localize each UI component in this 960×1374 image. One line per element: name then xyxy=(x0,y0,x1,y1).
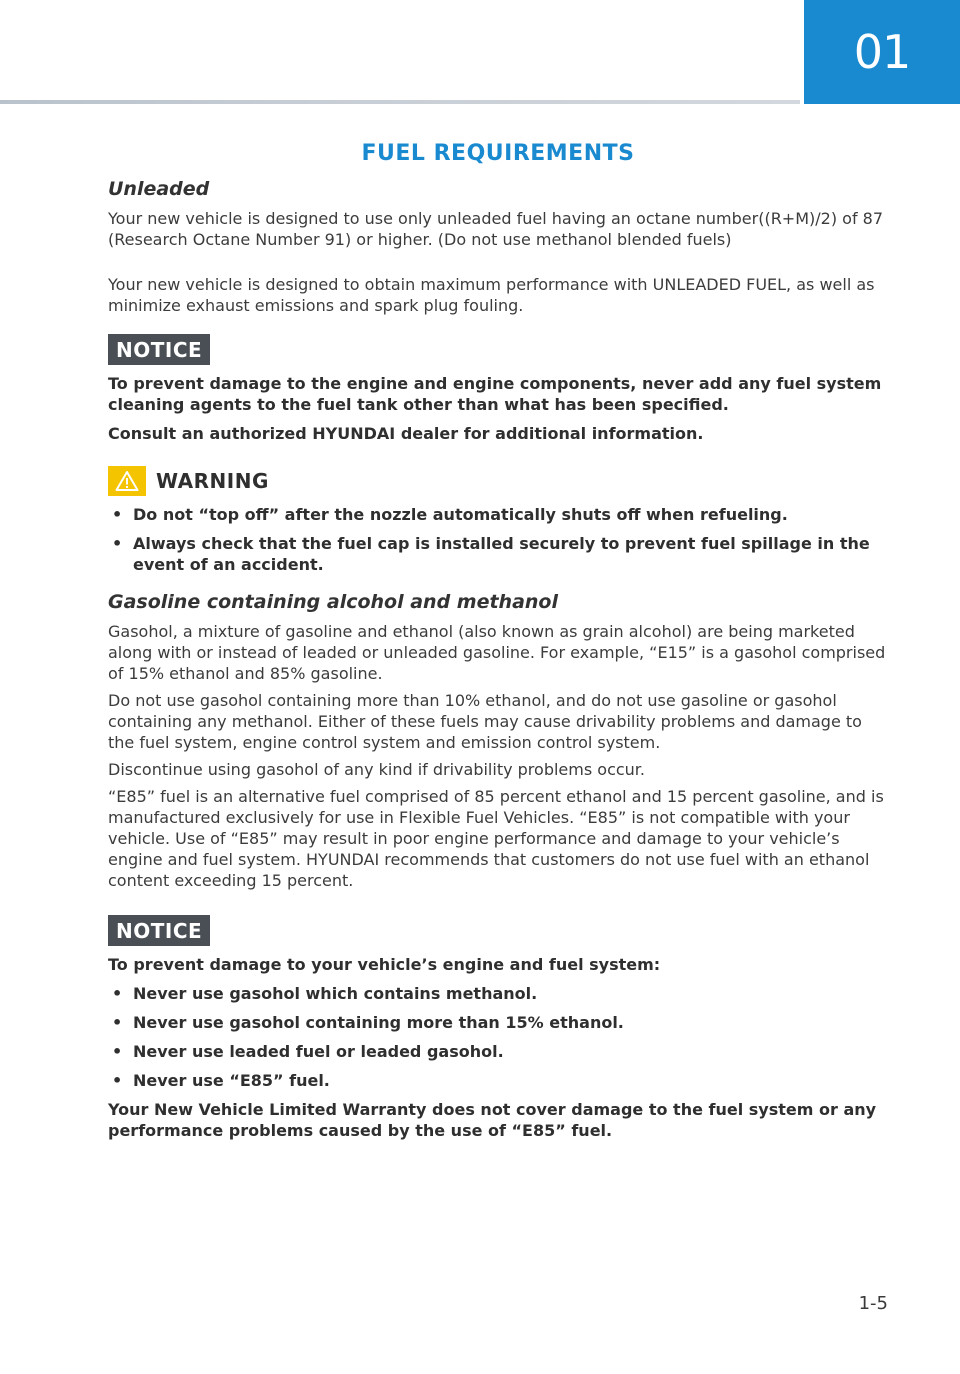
warning-triangle-icon xyxy=(108,466,146,496)
gasohol-paragraph-3: Discontinue using gasohol of any kind if drivability problems occur. xyxy=(108,760,645,779)
notice-badge: NOTICE xyxy=(108,334,210,365)
warning-list xyxy=(108,504,888,575)
gasohol-heading: Gasoline containing alcohol and methanol xyxy=(108,591,558,613)
notice-text: To prevent damage to the engine and engine components, never add any fuel system cleaning agents to the fuel tank other than what has been specified. xyxy=(108,374,882,414)
list-item: • Do not “top off” after the nozzle automatically shuts off when refueling. xyxy=(108,504,888,525)
list-item: • Never use leaded fuel or leaded gasohol. xyxy=(108,1041,888,1062)
warning-label: WARNING xyxy=(156,469,269,493)
page-number: 1-5 xyxy=(858,1293,888,1314)
unleaded-heading: Unleaded xyxy=(108,178,210,200)
notice-list xyxy=(108,983,888,1091)
list-item: • Never use “E85” fuel. xyxy=(108,1070,888,1091)
page-content xyxy=(108,176,888,1149)
header-rule xyxy=(0,100,800,104)
list-item: • Never use gasohol which contains methanol. xyxy=(108,983,888,1004)
chapter-number: 01 xyxy=(853,25,911,79)
unleaded-paragraph-1: Your new vehicle is designed to use only unleaded fuel having an octane number((R+M)/2) of 87 (Research Octane Number 91) or higher. (Do not use methanol blended fuels) xyxy=(108,209,884,249)
notice-intro: To prevent damage to your vehicle’s engine and fuel system: xyxy=(108,955,661,974)
gasohol-paragraph-1: Gasohol, a mixture of gasoline and ethanol (also known as grain alcohol) are being marketed along with or instead of leaded or unleaded gasoline. For example, “E15” is a gasohol comprised of 15% ethanol and 85% gasoline. xyxy=(108,622,886,683)
notice-text: Consult an authorized HYUNDAI dealer for additional information. xyxy=(108,424,704,443)
warning-header xyxy=(108,466,888,496)
notice-badge: NOTICE xyxy=(108,915,210,946)
chapter-tab xyxy=(804,0,960,104)
unleaded-paragraph-2: Your new vehicle is designed to obtain maximum performance with UNLEADED FUEL, as well as minimize exhaust emissions and spark plug fouling. xyxy=(108,275,875,315)
section-title: FUEL REQUIREMENTS xyxy=(361,141,635,166)
list-item: • Always check that the fuel cap is installed securely to prevent fuel spillage in the event of an accident. xyxy=(108,533,888,575)
list-item: • Never use gasohol containing more than 15% ethanol. xyxy=(108,1012,888,1033)
notice-closing: Your New Vehicle Limited Warranty does not cover damage to the fuel system or any performance problems caused by the use of “E85” fuel. xyxy=(108,1100,877,1140)
gasohol-paragraph-2: Do not use gasohol containing more than 10% ethanol, and do not use gasoline or gasohol containing any methanol. Either of these fuels may cause drivability problems and damage to the fuel system, engine control system and emission control system. xyxy=(108,691,862,752)
gasohol-paragraph-4: “E85” fuel is an alternative fuel comprised of 85 percent ethanol and 15 percent gasoline, and is manufactured exclusively for use in Flexible Fuel Vehicles. “E85” is not compatible with your vehicle. Use of “E85” may result in poor engine performance and damage to your vehicle’s engine and fuel system. HYUNDAI recommends that customers do not use fuel with an ethanol content exceeding 15 percent. xyxy=(108,787,884,890)
